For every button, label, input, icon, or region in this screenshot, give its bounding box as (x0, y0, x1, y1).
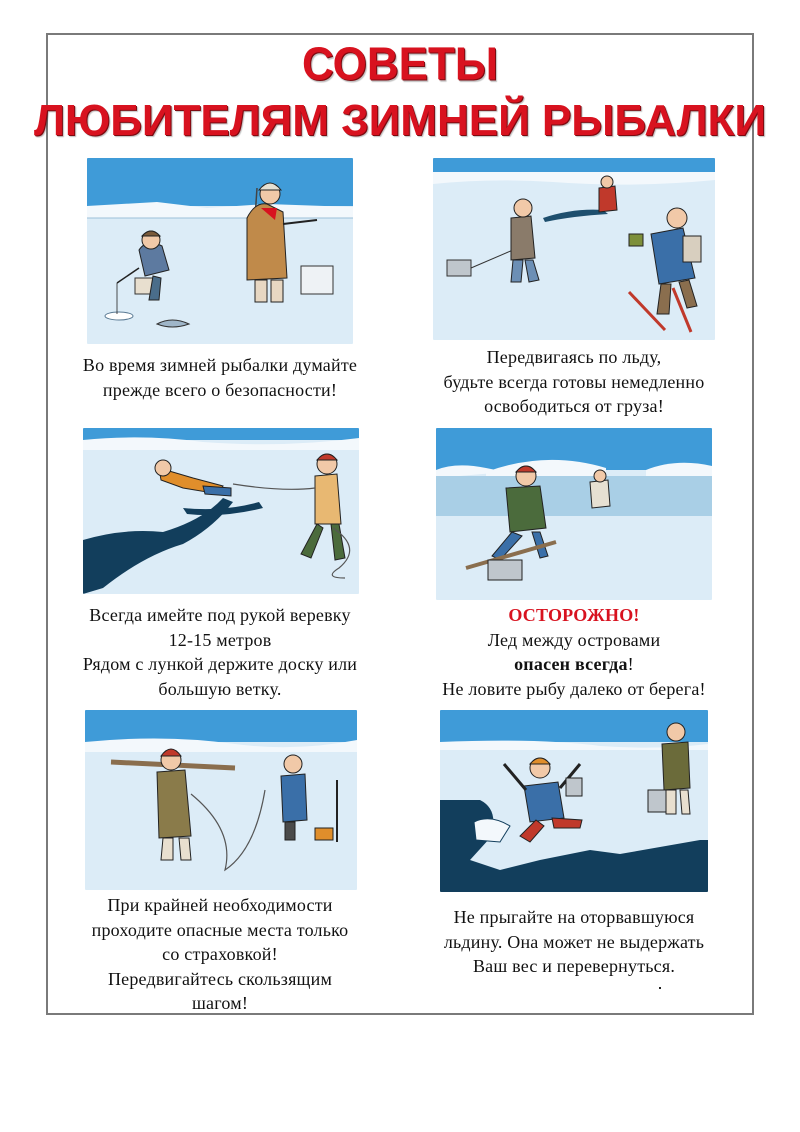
tip-3-line-3: Рядом с лункой держите доску или (82, 654, 358, 674)
tip-5-line-4: Передвигайтесь скользящим (107, 968, 333, 989)
ice-fishing-illustration (87, 158, 353, 344)
tip-4-bold-text: опасен всегда (514, 654, 628, 674)
tip-2-caption (404, 345, 744, 419)
tip-2-line-2: будьте всегда готовы немедленно (443, 371, 705, 392)
tip-3-caption (50, 603, 390, 701)
tip-4-caption (404, 603, 744, 701)
tip-5-line-1: При крайней необходимости (107, 895, 333, 915)
poster-title-line1: СОВЕТЫ (302, 38, 498, 91)
tip-5-line-2: проходите опасные места только (91, 919, 349, 940)
tip-2-line-1: Передвигаясь по льду, (486, 347, 662, 367)
tip-5-caption (50, 893, 390, 1016)
tip-4-line-3: Не ловите рыбу далеко от берега! (442, 678, 706, 699)
rope-rescue-illustration (83, 428, 359, 594)
tip-3-line-4: большую ветку. (158, 678, 282, 699)
safety-rope-illustration (85, 710, 357, 890)
jumping-ice-floe-illustration (440, 710, 708, 892)
tip-1-caption (50, 353, 390, 402)
tip-3-line-2: 12-15 метров (168, 629, 272, 650)
tip-1-line-2: прежде всего о безопасности! (102, 379, 338, 400)
tip-5-line-5: шагом! (191, 993, 249, 1013)
skiing-between-islands-illustration (436, 428, 712, 600)
stray-dot (659, 987, 661, 989)
tip-6-line-2: льдину. Она может не выдержать (443, 931, 705, 952)
tip-1-line-1: Во время зимней рыбалки думайте (82, 355, 358, 375)
tip-4-line-2 (404, 652, 744, 677)
tip-4-bold-suffix: ! (627, 654, 634, 674)
poster-title-line2: ЛЮБИТЕЛЯМ ЗИМНЕЙ РЫБАЛКИ (34, 96, 766, 145)
tip-2-line-3: освободиться от груза! (484, 396, 664, 416)
tip-6-line-3: Ваш вес и перевернуться. (472, 956, 676, 976)
walking-on-ice-illustration (433, 158, 715, 340)
tip-3-line-1: Всегда имейте под рукой веревку (89, 605, 351, 625)
tip-4-warning: ОСТОРОЖНО! (508, 605, 640, 625)
tip-4-line-1: Лед между островами (487, 629, 661, 650)
tip-6-line-1: Не прыгайте на оторвавшуюся (453, 907, 695, 927)
tip-5-line-3: со страховкой! (162, 944, 278, 964)
tip-6-caption (404, 905, 744, 979)
